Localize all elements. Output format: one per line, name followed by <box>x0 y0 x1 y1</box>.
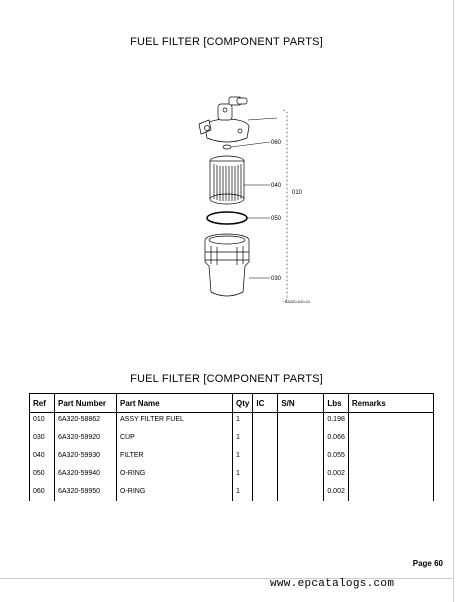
cell-qty: 1 <box>233 467 253 485</box>
cell-part-name: CUP <box>117 431 233 449</box>
fuel-filter-exploded-diagram <box>185 90 320 312</box>
cell-lbs: 0.002 <box>324 467 349 485</box>
page-edge-right <box>453 0 454 602</box>
cell-ic <box>253 485 278 501</box>
filter-cup <box>205 234 249 296</box>
callout-060: 060 <box>271 140 282 146</box>
callout-050: 050 <box>271 216 282 222</box>
table-row <box>30 413 434 432</box>
cell-ic <box>253 413 278 432</box>
cell-qty: 1 <box>233 413 253 432</box>
cell-sn <box>278 413 324 432</box>
cell-part-number: 6A320-59920 <box>55 431 117 449</box>
cell-part-number: 6A320-59930 <box>55 449 117 467</box>
o-ring-small <box>223 145 231 149</box>
header-sn: S/N <box>278 394 324 413</box>
cell-lbs: 0.066 <box>324 431 349 449</box>
cell-ref: 040 <box>30 449 55 467</box>
table-title: FUEL FILTER [COMPONENT PARTS] <box>130 373 323 385</box>
callout-010: 010 <box>292 190 303 196</box>
header-part-name: Part Name <box>117 394 233 413</box>
table-row <box>30 431 434 449</box>
cell-qty: 1 <box>233 485 253 501</box>
cell-remarks <box>348 449 433 467</box>
cell-part-name: ASSY FILTER FUEL <box>117 413 233 432</box>
page-title: FUEL FILTER [COMPONENT PARTS] <box>130 36 323 48</box>
assembly-bracket <box>283 110 287 302</box>
table-header-row <box>30 394 434 413</box>
cell-part-name: O-RING <box>117 467 233 485</box>
cell-lbs: 0.198 <box>324 413 349 432</box>
cell-sn <box>278 485 324 501</box>
filter-head <box>199 97 249 142</box>
cell-remarks <box>348 485 433 501</box>
cell-remarks <box>348 431 433 449</box>
cell-part-number: 6A320-58862 <box>55 413 117 432</box>
cell-qty: 1 <box>233 449 253 467</box>
cell-lbs: 0.055 <box>324 449 349 467</box>
callout-040: 040 <box>271 183 282 189</box>
cell-ic <box>253 467 278 485</box>
header-lbs: Lbs <box>324 394 349 413</box>
cell-part-name: O-RING <box>117 485 233 501</box>
header-ref: Ref <box>30 394 55 413</box>
cell-lbs: 0.002 <box>324 485 349 501</box>
cell-remarks <box>348 413 433 432</box>
cell-sn <box>278 431 324 449</box>
cell-qty: 1 <box>233 431 253 449</box>
cell-part-number: 6A320-59940 <box>55 467 117 485</box>
header-part-number: Part Number <box>55 394 117 413</box>
filter-element <box>210 156 244 204</box>
header-remarks: Remarks <box>348 394 433 413</box>
cell-sn <box>278 467 324 485</box>
table-row <box>30 485 434 501</box>
cell-ref: 050 <box>30 467 55 485</box>
cell-ic <box>253 449 278 467</box>
header-qty: Qty <box>233 394 253 413</box>
cell-ref: 060 <box>30 485 55 501</box>
cell-remarks <box>348 467 433 485</box>
cell-part-number: 6A320-59950 <box>55 485 117 501</box>
cell-ref: 010 <box>30 413 55 432</box>
cell-ref: 030 <box>30 431 55 449</box>
cell-part-name: FILTER <box>117 449 233 467</box>
header-ic: IC <box>253 394 278 413</box>
figure-code: 6A320-010-11 <box>285 299 311 304</box>
watermark-text: www.epcatalogs.com <box>270 578 395 590</box>
table-row <box>30 449 434 467</box>
cell-ic <box>253 431 278 449</box>
cell-sn <box>278 449 324 467</box>
page-number: Page 60 <box>412 559 443 568</box>
parts-table <box>29 393 434 501</box>
table-row <box>30 467 434 485</box>
callout-030: 030 <box>271 276 282 282</box>
o-ring-large <box>207 212 247 224</box>
